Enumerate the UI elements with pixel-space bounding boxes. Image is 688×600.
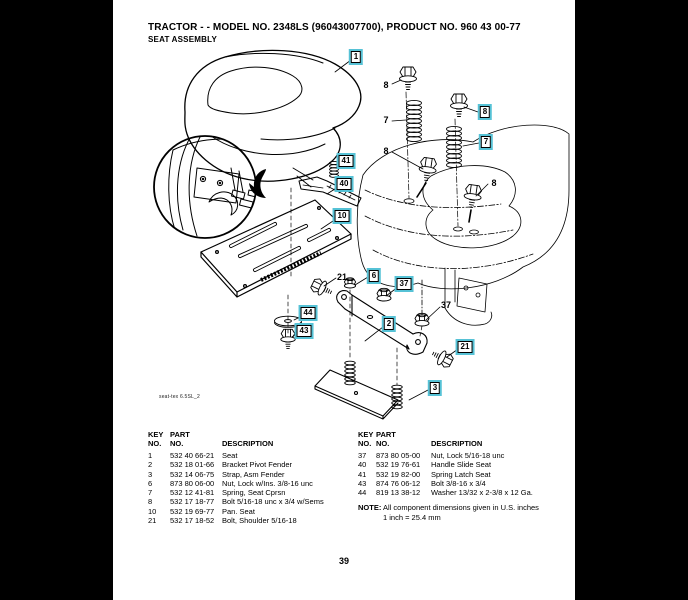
description-cell: Handle Slide Seat (431, 460, 492, 470)
key-no-cell: 7 (148, 488, 153, 498)
part-no-cell: 819 13 38-12 (376, 488, 421, 498)
callout-1-boxed: 1 (351, 51, 361, 63)
table-row (148, 470, 353, 479)
table-row (358, 479, 573, 488)
description-cell: Bolt 5/16-18 unc x 3/4 w/Sems (222, 497, 324, 507)
table-row (358, 451, 573, 460)
callout-41-boxed: 41 (339, 155, 354, 167)
callout-8: 8 (383, 80, 389, 90)
key-no-cell: 40 (358, 460, 367, 470)
key-no-cell: 41 (358, 469, 367, 479)
part-no-cell: 873 80 06-00 (170, 478, 215, 488)
note-label: NOTE: (358, 503, 382, 512)
part-no-cell: 873 80 05-00 (376, 451, 421, 460)
callout-layer (113, 40, 575, 432)
description-cell: Bolt 3/8-16 x 3/4 (431, 478, 486, 488)
table-row (148, 479, 353, 488)
exploded-view-diagram (113, 40, 575, 432)
table-row (358, 460, 573, 469)
description-cell: Seat (222, 451, 238, 460)
table-row (148, 497, 353, 506)
table-row (148, 516, 353, 525)
callout-8: 8 (383, 146, 389, 156)
callout-8: 8 (491, 178, 497, 188)
key-no-cell: 43 (358, 478, 367, 488)
description-col-header: DESCRIPTION (222, 439, 274, 448)
note-line1: All component dimensions given in U.S. inches (383, 503, 539, 512)
drawing-reference-caption: seat-tex 6.5SL_2 (159, 394, 201, 400)
page-number: 39 (338, 556, 349, 566)
key-no-cell: 8 (148, 497, 153, 507)
part-no-cell: 532 12 41-81 (170, 488, 215, 498)
callout-7: 7 (383, 115, 389, 125)
key-no-cell: 44 (358, 488, 367, 498)
callout-44-boxed: 44 (301, 307, 316, 319)
callout-21-boxed: 21 (458, 341, 473, 353)
key-col-header: KEY (358, 430, 374, 439)
part-col-header: PART (376, 430, 396, 439)
part-no-cell: 532 19 82-00 (376, 469, 421, 479)
section-title: SEAT ASSEMBLY (148, 35, 217, 44)
part-no-cell: 532 18 01-66 (170, 460, 215, 470)
key-no-cell: 10 (148, 506, 157, 516)
key-col-header2: NO. (148, 439, 162, 448)
part-no-cell: 532 19 69-77 (170, 506, 215, 516)
callout-40-boxed: 40 (337, 178, 352, 190)
callout-8-boxed: 8 (480, 106, 490, 118)
part-no-cell: 532 17 18-77 (170, 497, 215, 507)
part-no-cell: 532 14 06-75 (170, 469, 215, 479)
key-no-cell: 1 (148, 451, 153, 460)
table-row (148, 507, 353, 516)
note-line2: 1 inch = 25.4 mm (383, 512, 441, 522)
key-no-cell: 2 (148, 460, 153, 470)
callout-10-boxed: 10 (335, 210, 350, 222)
manual-page (113, 0, 575, 600)
description-cell: Bolt, Shoulder 5/16-18 (222, 516, 297, 526)
description-cell: Strap, Asm Fender (222, 469, 285, 479)
part-no-cell: 532 19 76-61 (376, 460, 421, 470)
table-body-left (148, 451, 353, 525)
description-cell: Nut, Lock 5/16-18 unc (431, 451, 505, 460)
callout-7-boxed: 7 (481, 136, 491, 148)
callout-37-boxed: 37 (397, 278, 412, 290)
description-col-header: DESCRIPTION (431, 439, 483, 448)
part-col-header2: NO. (376, 439, 390, 448)
key-no-cell: 21 (148, 516, 157, 526)
table-row (148, 488, 353, 497)
table-header (148, 430, 353, 448)
description-cell: Spring, Seat Cprsn (222, 488, 286, 498)
key-no-cell: 37 (358, 451, 367, 460)
callout-2-boxed: 2 (384, 318, 394, 330)
description-cell: Washer 13/32 x 2-3/8 x 12 Ga. (431, 488, 533, 498)
callout-21: 21 (336, 272, 348, 282)
callout-43-boxed: 43 (297, 325, 312, 337)
description-cell: Nut, Lock w/Ins. 3/8-16 unc (222, 478, 313, 488)
parts-table-right (358, 430, 573, 497)
parts-table-left (148, 430, 353, 525)
key-col-header: KEY (148, 430, 164, 439)
table-row (148, 460, 353, 469)
part-no-cell: 532 40 66-21 (170, 451, 215, 460)
key-col-header2: NO. (358, 439, 372, 448)
table-row (358, 488, 573, 497)
description-cell: Spring Latch Seat (431, 469, 491, 479)
description-cell: Pan. Seat (222, 506, 255, 516)
part-col-header: PART (170, 430, 190, 439)
part-col-header2: NO. (170, 439, 184, 448)
table-header (358, 430, 573, 448)
callout-6-boxed: 6 (369, 270, 379, 282)
callout-37: 37 (440, 300, 452, 310)
key-no-cell: 6 (148, 478, 153, 488)
table-row (148, 451, 353, 460)
key-no-cell: 3 (148, 469, 153, 479)
table-body-right (358, 451, 573, 497)
dimensions-note (358, 503, 573, 522)
part-no-cell: 874 76 06-12 (376, 478, 421, 488)
table-row (358, 470, 573, 479)
callout-3-boxed: 3 (430, 382, 440, 394)
description-cell: Bracket Pivot Fender (222, 460, 293, 470)
part-no-cell: 532 17 18-52 (170, 516, 215, 526)
page-title: TRACTOR - - MODEL NO. 2348LS (96043007700), PRODUCT NO. 960 43 00-77 (148, 22, 521, 33)
